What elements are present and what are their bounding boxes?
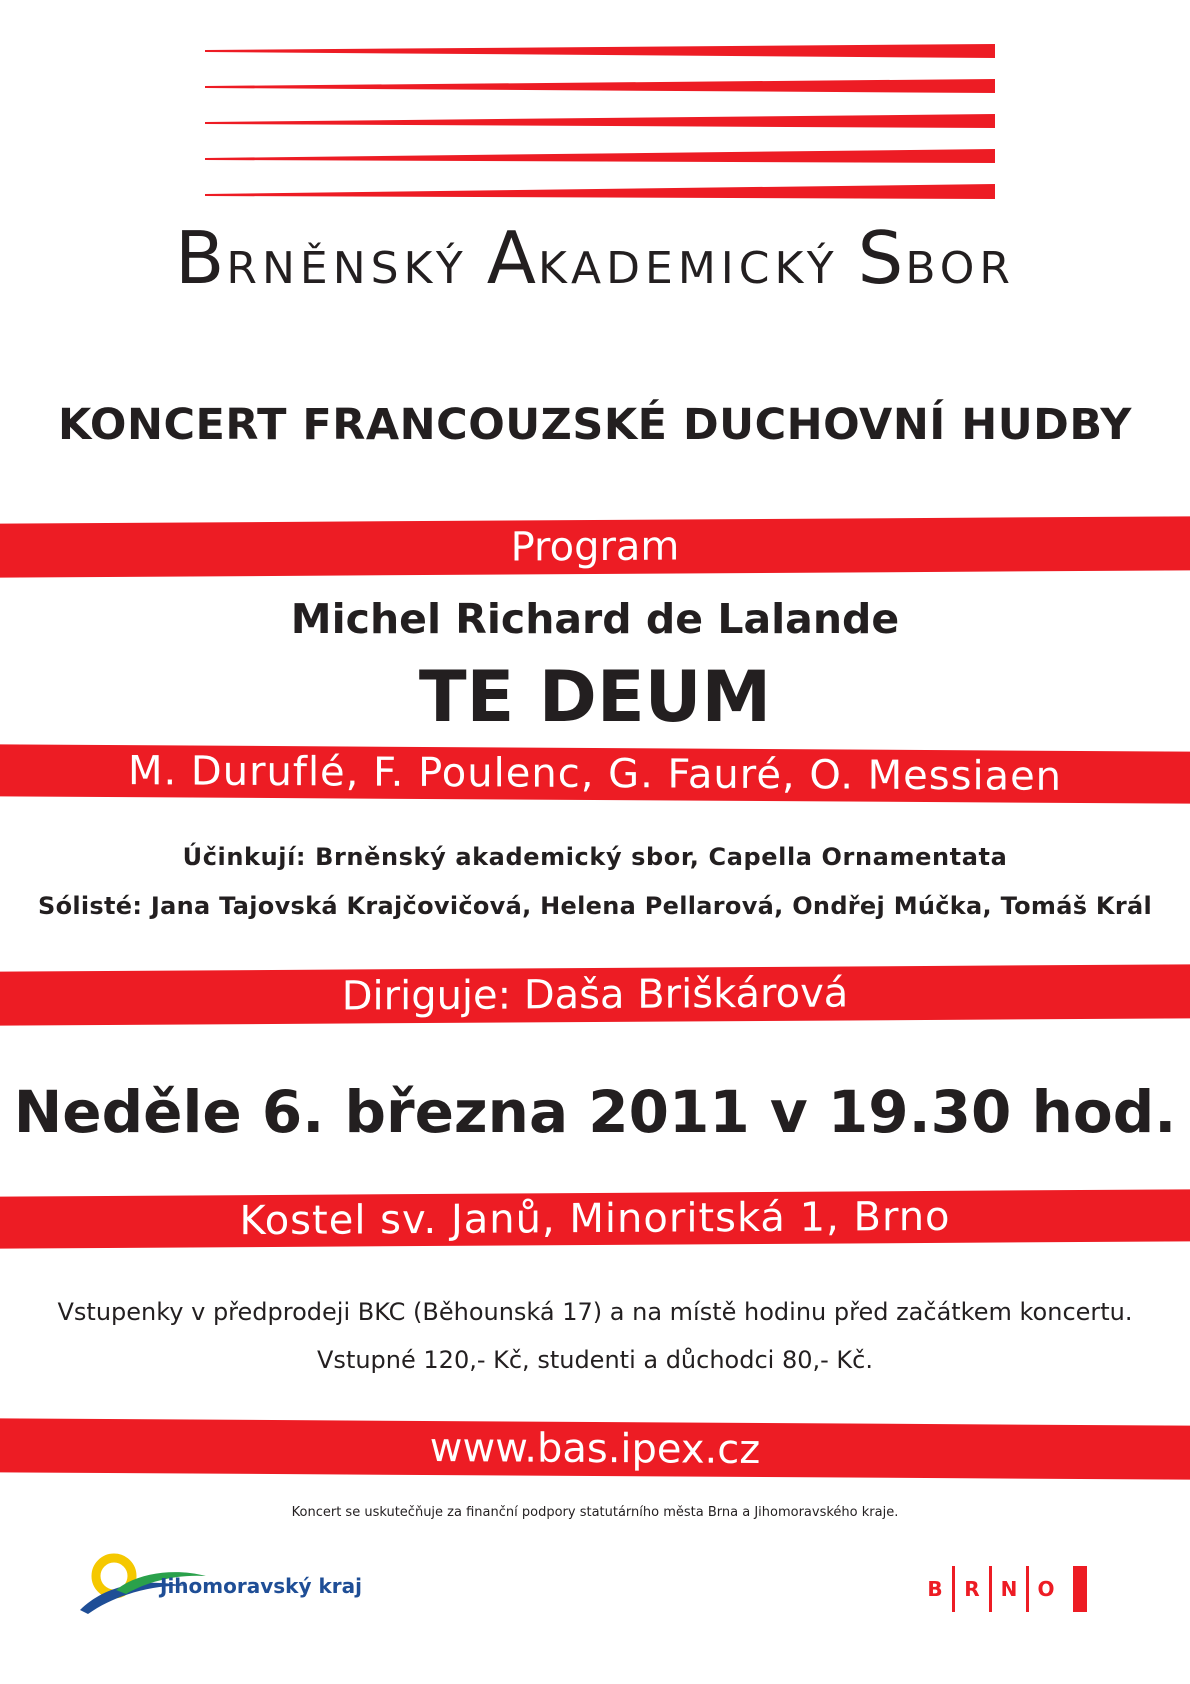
program-band	[0, 516, 1190, 577]
logo-word-part: KADEMICKÝ	[537, 243, 839, 294]
choir-logo-wordmark	[0, 216, 1190, 300]
brno-letter: O	[1037, 1577, 1055, 1601]
venue-line: Kostel sv. Janů, Minoritská 1, Brno	[239, 1193, 951, 1245]
prices-info: Vstupné 120,- Kč, studenti a důchodci 80,- Kč.	[317, 1346, 873, 1374]
choir-logo-stripes	[205, 44, 995, 214]
logo-initial-s: S	[857, 216, 906, 300]
website-link[interactable]: www.bas.ipex.cz	[429, 1424, 761, 1474]
brno-letter: B	[927, 1577, 943, 1601]
conductor-band	[0, 964, 1190, 1025]
brno-letter: R	[964, 1577, 980, 1601]
main-composer: Michel Richard de Lalande	[290, 595, 900, 643]
logo-stripe	[205, 114, 995, 128]
concert-datetime: Neděle 6. března 2011 v 19.30 hod.	[13, 1078, 1177, 1146]
soloists-line: Sólisté: Jana Tajovská Krajčovičová, Helena Pellarová, Ondřej Múčka, Tomáš Král	[38, 892, 1152, 920]
conductor-line: Diriguje: Daša Briškárová	[341, 970, 849, 1020]
brno-end-bar	[1073, 1566, 1087, 1612]
logo-initial-b: B	[175, 216, 227, 300]
composers-band	[0, 744, 1190, 803]
logo-word-part: RNĚNSKÝ	[226, 243, 468, 294]
tickets-info: Vstupenky v předprodeji BKC (Běhounská 17) a na místě hodinu před začátkem koncertu.	[57, 1298, 1133, 1326]
logo-initial-a: A	[486, 216, 538, 300]
logo-stripe	[205, 184, 995, 199]
logo-stripe	[205, 79, 995, 93]
main-work-title: TE DEUM	[418, 656, 772, 738]
logo-stripe	[205, 149, 995, 163]
support-note: Koncert se uskutečňuje za finanční podpory statutárního města Brna a Jihomoravského kraje.	[291, 1505, 899, 1520]
other-composers: M. Duruflé, F. Poulenc, G. Fauré, O. Messiaen	[127, 748, 1063, 800]
performers-line: Účinkují: Brněnský akademický sbor, Capella Ornamentata	[182, 843, 1008, 871]
concert-headline: KONCERT FRANCOUZSKÉ DUCHOVNÍ HUDBY	[58, 400, 1132, 450]
program-label: Program	[510, 523, 680, 571]
brno-letter: N	[1000, 1577, 1018, 1601]
jmk-region-label: Jihomoravský kraj	[160, 1574, 362, 1598]
logo-word-part: BOR	[905, 243, 1015, 294]
logo-stripe	[205, 44, 995, 58]
brno-city-logo	[918, 1566, 1087, 1612]
website-band[interactable]	[0, 1418, 1190, 1479]
venue-band	[0, 1189, 1190, 1248]
